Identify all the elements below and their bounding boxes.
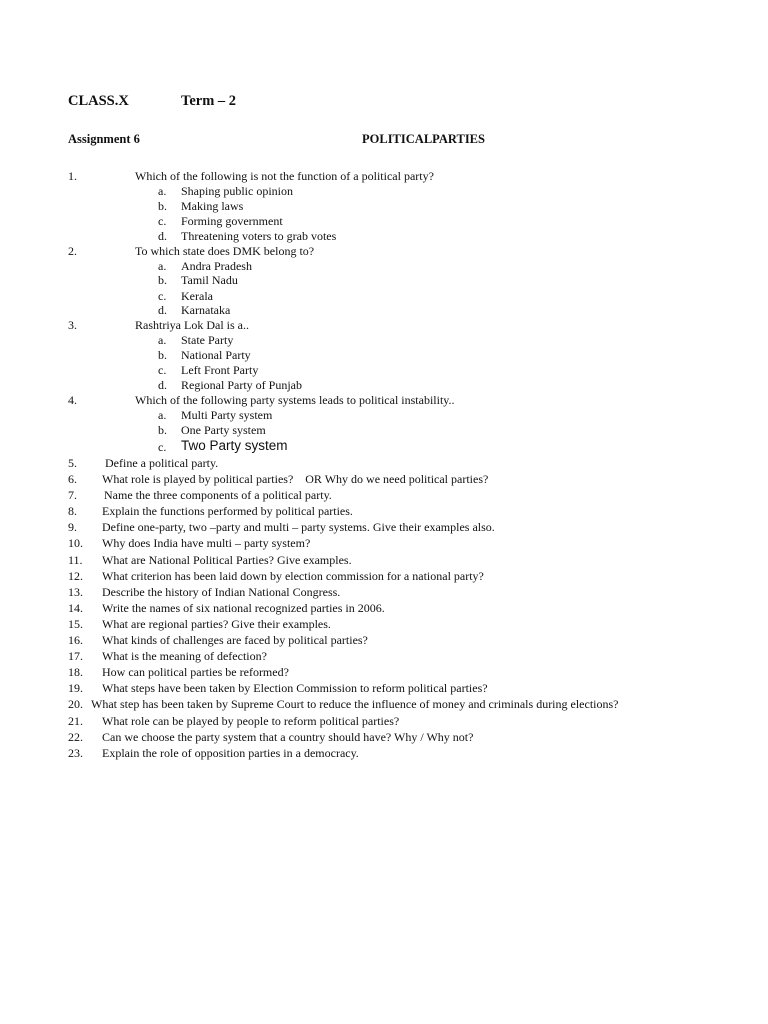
question-text: How can political parties be reformed? [102, 665, 289, 679]
question-text: Write the names of six national recognized parties in 2006. [102, 601, 385, 615]
mcq-question-text: Which of the following party systems leads to political instability.. [135, 393, 455, 407]
question-number: 23. [68, 746, 83, 760]
question-number: 17. [68, 649, 83, 663]
mcq-option-text: One Party system [181, 423, 266, 437]
class-label: CLASS.X [68, 93, 129, 109]
mcq-option-letter: c. [158, 440, 167, 454]
question-number: 5. [68, 456, 77, 470]
question-text: Describe the history of Indian National Congress. [102, 585, 341, 599]
mcq-option-text: Shaping public opinion [181, 184, 293, 198]
question-number: 13. [68, 585, 83, 599]
question-text: What steps have been taken by Election Commission to reform political parties? [102, 681, 488, 695]
mcq-option-letter: a. [158, 333, 167, 347]
term-label: Term – 2 [181, 93, 237, 109]
mcq-option-letter: b. [158, 348, 167, 362]
mcq-option-letter: d. [158, 303, 167, 317]
question-number: 9. [68, 520, 77, 534]
mcq-option-text: National Party [181, 348, 251, 362]
question-text: Name the three components of a political party. [104, 488, 332, 502]
question-text: What is the meaning of defection? [102, 649, 267, 663]
question-text: Why does India have multi – party system? [102, 536, 311, 550]
question-number: 6. [68, 472, 77, 486]
question-text: What are regional parties? Give their examples. [102, 617, 331, 631]
question-number: 8. [68, 504, 77, 518]
question-number: 10. [68, 536, 83, 550]
mcq-option-letter: a. [158, 184, 167, 198]
mcq-option-text: Tamil Nadu [181, 273, 238, 287]
question-number: 12. [68, 569, 83, 583]
question-number: 7. [68, 488, 77, 502]
question-text: Define one-party, two –party and multi – party systems. Give their examples also. [102, 520, 495, 534]
question-text: What kinds of challenges are faced by political parties? [102, 633, 368, 647]
question-number: 18. [68, 665, 83, 679]
mcq-option-text: State Party [181, 333, 234, 347]
question-number: 19. [68, 681, 83, 695]
mcq-option-text: Making laws [181, 199, 244, 213]
mcq-option-text: Kerala [181, 289, 213, 303]
question-text: Define a political party. [105, 456, 219, 470]
mcq-option-text: Multi Party system [181, 408, 273, 422]
mcq-option-text: Andra Pradesh [181, 259, 252, 273]
question-number: 15. [68, 617, 83, 631]
mcq-option-text: Forming government [181, 214, 283, 228]
question-number: 20. [68, 697, 83, 711]
mcq-question: 1. [68, 169, 77, 183]
question-number: 16. [68, 633, 83, 647]
mcq-option-text: Left Front Party [181, 363, 259, 377]
mcq-option-letter: d. [158, 378, 167, 392]
question-number: 11. [68, 553, 83, 567]
mcq-option-letter: a. [158, 408, 167, 422]
mcq-question-text: Which of the following is not the function of a political party? [135, 169, 434, 183]
mcq-option-text: Regional Party of Punjab [181, 378, 302, 392]
mcq-option-letter: c. [158, 363, 167, 377]
mcq-option-text: Two Party system [181, 438, 288, 453]
mcq-question: 4. [68, 393, 77, 407]
mcq-question-text: To which state does DMK belong to? [135, 244, 315, 258]
mcq-option-letter: b. [158, 423, 167, 437]
mcq-option-letter: c. [158, 214, 167, 228]
mcq-option-letter: b. [158, 199, 167, 213]
question-text: What criterion has been laid down by election commission for a national party? [102, 569, 484, 583]
mcq-option-text: Karnataka [181, 303, 231, 317]
mcq-option-letter: b. [158, 273, 167, 287]
assignment-label: Assignment 6 [68, 132, 140, 146]
mcq-option-letter: d. [158, 229, 167, 243]
question-text: What step has been taken by Supreme Court to reduce the influence of money and criminals during elections? [91, 697, 619, 711]
topic-title: POLITICALPARTIES [362, 132, 485, 146]
question-text: What role can be played by people to reform political parties? [102, 714, 400, 728]
mcq-option-text: Threatening voters to grab votes [181, 229, 337, 243]
question-text: Can we choose the party system that a country should have? Why / Why not? [102, 730, 474, 744]
question-number: 14. [68, 601, 83, 615]
question-number: 22. [68, 730, 83, 744]
question-text: What are National Political Parties? Give examples. [102, 553, 352, 567]
mcq-question: 3. [68, 318, 77, 332]
question-text: Explain the functions performed by political parties. [102, 504, 353, 518]
question-text: Explain the role of opposition parties in a democracy. [102, 746, 359, 760]
mcq-option-letter: c. [158, 289, 167, 303]
question-number: 21. [68, 714, 83, 728]
mcq-question-text: Rashtriya Lok Dal is a.. [135, 318, 249, 332]
mcq-question: 2. [68, 244, 77, 258]
question-text: What role is played by political parties? OR Why do we need political parties? [102, 472, 489, 486]
mcq-option-letter: a. [158, 259, 167, 273]
